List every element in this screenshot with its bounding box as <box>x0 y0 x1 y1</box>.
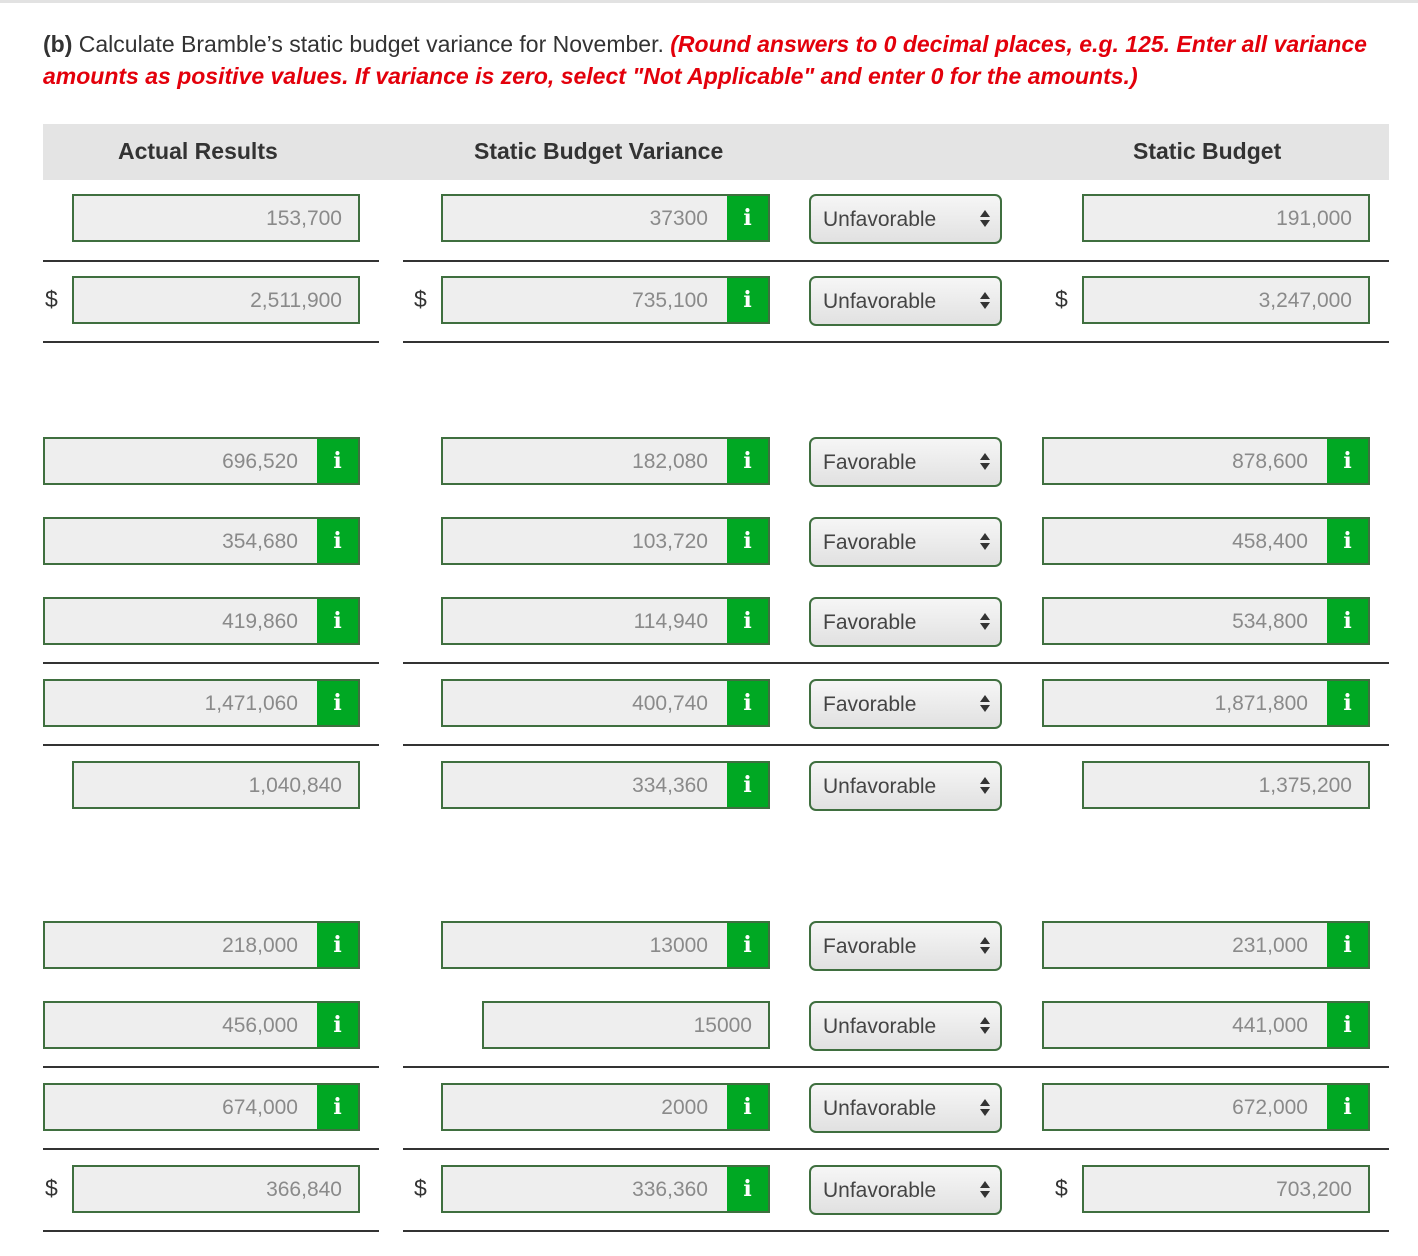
question-instructions <box>43 28 1383 92</box>
info-icon[interactable]: i <box>1327 599 1368 643</box>
variance-status-select[interactable]: Unfavorable <box>809 1083 1002 1133</box>
subtotal-rule <box>403 1148 1389 1150</box>
budget-input[interactable]: 672,000 i <box>1042 1083 1370 1131</box>
currency-symbol: $ <box>414 286 427 312</box>
select-arrows-icon <box>980 533 990 553</box>
select-arrows-icon <box>980 695 990 715</box>
select-arrows-icon <box>980 613 990 633</box>
actual-input[interactable]: 1,471,060 i <box>43 679 360 727</box>
select-arrows-icon <box>980 453 990 473</box>
info-icon[interactable]: i <box>1327 923 1368 967</box>
header-static-budget-variance: Static Budget Variance <box>474 138 724 164</box>
variance-input[interactable]: 336,360 i <box>441 1165 770 1213</box>
subtotal-rule <box>403 662 1389 664</box>
subtotal-rule <box>403 260 1389 262</box>
info-icon[interactable]: i <box>317 519 358 563</box>
variance-status-select[interactable]: Favorable <box>809 597 1002 647</box>
budget-input[interactable]: 441,000 i <box>1042 1001 1370 1049</box>
select-arrows-icon <box>980 937 990 957</box>
actual-input[interactable]: 674,000 i <box>43 1083 360 1131</box>
select-arrows-icon <box>980 292 990 312</box>
question-text: Calculate Bramble’s static budget variance for November. <box>72 31 671 57</box>
subtotal-rule <box>403 744 1389 746</box>
select-arrows-icon <box>980 1181 990 1201</box>
variance-input[interactable]: 37300 i <box>441 194 770 242</box>
budget-input[interactable]: 1,871,800 i <box>1042 679 1370 727</box>
actual-input[interactable]: 456,000 i <box>43 1001 360 1049</box>
variance-input[interactable]: 103,720 i <box>441 517 770 565</box>
subtotal-rule <box>43 260 379 262</box>
currency-symbol: $ <box>45 1175 58 1201</box>
info-icon[interactable]: i <box>727 196 768 240</box>
subtotal-rule <box>43 662 379 664</box>
variance-input[interactable]: 114,940 i <box>441 597 770 645</box>
variance-input[interactable]: 2000 i <box>441 1083 770 1131</box>
info-icon[interactable]: i <box>727 278 768 322</box>
budget-input[interactable]: 458,400 i <box>1042 517 1370 565</box>
variance-status-select[interactable]: Favorable <box>809 437 1002 487</box>
variance-status-select[interactable]: Favorable <box>809 679 1002 729</box>
info-icon[interactable]: i <box>317 923 358 967</box>
select-arrows-icon <box>980 1099 990 1119</box>
total-rule <box>403 1230 1389 1232</box>
currency-symbol: $ <box>1055 286 1068 312</box>
info-icon[interactable]: i <box>727 1085 768 1129</box>
info-icon[interactable]: i <box>727 763 768 807</box>
info-icon[interactable]: i <box>727 439 768 483</box>
budget-input[interactable]: 231,000 i <box>1042 921 1370 969</box>
header-actual-results: Actual Results <box>118 138 278 164</box>
variance-status-select[interactable]: Unfavorable <box>809 276 1002 326</box>
rounding-note: (Round answers to 0 decimal places, e.g. 125. Enter all variance amounts as positive values. If variance is zero, select "Not Applicable" and enter 0 for the amounts.) <box>43 31 1367 89</box>
total-rule <box>43 341 379 343</box>
total-rule <box>43 1230 379 1232</box>
info-icon[interactable]: i <box>317 1085 358 1129</box>
variance-status-select[interactable]: Unfavorable <box>809 194 1002 244</box>
variance-status-select[interactable]: Favorable <box>809 517 1002 567</box>
top-border <box>0 0 1418 3</box>
info-icon[interactable]: i <box>727 519 768 563</box>
variance-input[interactable]: 13000 i <box>441 921 770 969</box>
budget-input[interactable]: 1,375,200 <box>1082 761 1370 809</box>
budget-input[interactable]: 703,200 <box>1082 1165 1370 1213</box>
info-icon[interactable]: i <box>1327 681 1368 725</box>
actual-input[interactable]: 366,840 <box>72 1165 360 1213</box>
header-static-budget: Static Budget <box>1133 138 1282 164</box>
actual-input[interactable]: 1,040,840 <box>72 761 360 809</box>
actual-input[interactable]: 696,520 i <box>43 437 360 485</box>
select-arrows-icon <box>980 1017 990 1037</box>
subtotal-rule <box>43 1066 379 1068</box>
actual-input[interactable]: 153,700 <box>72 194 360 242</box>
info-icon[interactable]: i <box>1327 519 1368 563</box>
variance-input[interactable]: 15000 <box>482 1001 770 1049</box>
total-rule <box>403 341 1389 343</box>
subtotal-rule <box>403 1066 1389 1068</box>
select-arrows-icon <box>980 210 990 230</box>
info-icon[interactable]: i <box>1327 1085 1368 1129</box>
budget-input[interactable]: 191,000 <box>1082 194 1370 242</box>
info-icon[interactable]: i <box>727 599 768 643</box>
info-icon[interactable]: i <box>317 681 358 725</box>
variance-input[interactable]: 735,100 i <box>441 276 770 324</box>
subtotal-rule <box>43 1148 379 1150</box>
info-icon[interactable]: i <box>1327 1003 1368 1047</box>
variance-status-select[interactable]: Unfavorable <box>809 761 1002 811</box>
info-icon[interactable]: i <box>727 923 768 967</box>
info-icon[interactable]: i <box>317 439 358 483</box>
variance-input[interactable]: 182,080 i <box>441 437 770 485</box>
subtotal-rule <box>43 744 379 746</box>
info-icon[interactable]: i <box>1327 439 1368 483</box>
info-icon[interactable]: i <box>317 599 358 643</box>
question-part-label: (b) <box>43 31 73 57</box>
actual-input[interactable]: 218,000 i <box>43 921 360 969</box>
actual-input[interactable]: 2,511,900 <box>72 276 360 324</box>
variance-input[interactable]: 334,360 i <box>441 761 770 809</box>
info-icon[interactable]: i <box>727 1167 768 1211</box>
budget-input[interactable]: 3,247,000 <box>1082 276 1370 324</box>
actual-input[interactable]: 354,680 i <box>43 517 360 565</box>
currency-symbol: $ <box>414 1175 427 1201</box>
actual-input[interactable]: 419,860 i <box>43 597 360 645</box>
variance-status-select[interactable]: Unfavorable <box>809 1001 1002 1051</box>
info-icon[interactable]: i <box>727 681 768 725</box>
currency-symbol: $ <box>1055 1175 1068 1201</box>
select-arrows-icon <box>980 777 990 797</box>
budget-input[interactable]: 878,600 i <box>1042 437 1370 485</box>
variance-status-select[interactable]: Unfavorable <box>809 1165 1002 1215</box>
currency-symbol: $ <box>45 286 58 312</box>
info-icon[interactable]: i <box>317 1003 358 1047</box>
budget-input[interactable]: 534,800 i <box>1042 597 1370 645</box>
variance-status-select[interactable]: Favorable <box>809 921 1002 971</box>
variance-input[interactable]: 400,740 i <box>441 679 770 727</box>
